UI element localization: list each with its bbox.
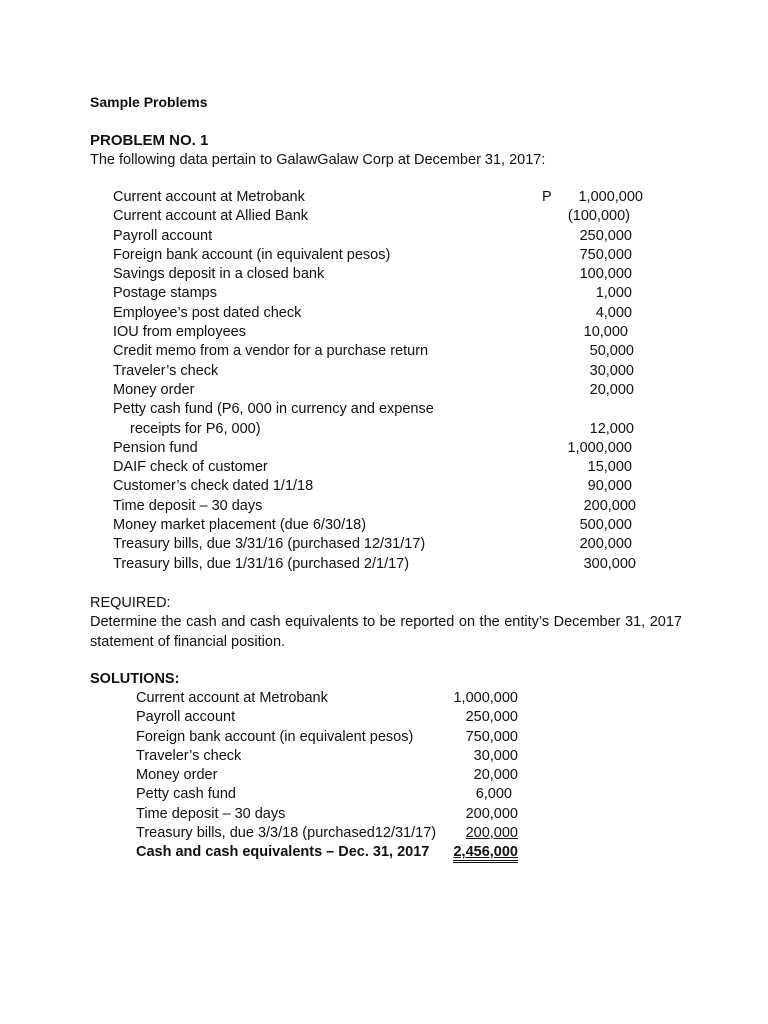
item-value: 10,000 xyxy=(583,324,628,341)
item-value: 15,000 xyxy=(587,459,632,476)
solutions-list xyxy=(136,689,520,863)
list-item xyxy=(113,497,643,516)
list-item xyxy=(113,458,643,477)
solution-label: Traveler’s check xyxy=(136,747,242,764)
item-label: Treasury bills, due 1/31/16 (purchased 2/1/17) xyxy=(113,555,410,572)
item-value: 250,000 xyxy=(579,227,632,244)
item-label: Money order xyxy=(113,381,195,398)
solution-label: Petty cash fund xyxy=(136,786,236,803)
solution-value: 200,000 xyxy=(465,825,518,842)
list-item xyxy=(136,766,520,785)
list-item xyxy=(113,304,643,323)
list-item xyxy=(136,747,520,766)
item-value: 1,000,000 xyxy=(578,189,643,205)
total-label: Cash and cash equivalents – Dec. 31, 2017 xyxy=(136,844,430,861)
list-item xyxy=(113,420,643,439)
item-label: Payroll account xyxy=(113,227,213,244)
list-item xyxy=(113,477,643,496)
item-label: Money market placement (due 6/30/18) xyxy=(113,517,367,534)
item-value: 90,000 xyxy=(587,478,632,495)
sample-problems-heading: Sample Problems xyxy=(90,94,208,110)
required-text: Determine the cash and cash equivalents to be reported on the entity’s December 31, 2017 statement of financial position. xyxy=(90,614,682,650)
item-label: Employee’s post dated check xyxy=(113,304,302,321)
item-label: Current account at Allied Bank xyxy=(113,208,309,225)
item-value: 300,000 xyxy=(583,555,636,572)
list-item xyxy=(136,728,520,747)
solution-label: Foreign bank account (in equivalent pesos) xyxy=(136,728,414,745)
solution-label: Time deposit – 30 days xyxy=(136,805,286,822)
item-label: receipts for P6, 000) xyxy=(130,420,261,437)
solution-label: Treasury bills, due 3/3/18 (purchased12/31/17) xyxy=(136,825,437,842)
item-label: Treasury bills, due 3/31/16 (purchased 12/31/17) xyxy=(113,536,426,553)
item-value: 12,000 xyxy=(589,420,634,437)
item-label: Foreign bank account (in equivalent pesos) xyxy=(113,246,391,263)
solution-value: 200,000 xyxy=(465,805,518,822)
item-label: DAIF check of customer xyxy=(113,459,268,476)
item-label: Time deposit – 30 days xyxy=(113,497,263,514)
item-value: 1,000,000 xyxy=(567,439,632,456)
solutions-title: SOLUTIONS: xyxy=(90,671,180,687)
list-item xyxy=(136,824,520,843)
solution-label: Money order xyxy=(136,767,218,784)
list-item xyxy=(113,323,643,342)
solution-label: Current account at Metrobank xyxy=(136,690,328,706)
item-label: Traveler’s check xyxy=(113,362,219,379)
item-value: 200,000 xyxy=(583,497,636,514)
list-item xyxy=(136,785,520,804)
item-label: Pension fund xyxy=(113,439,198,456)
item-label: Customer’s check dated 1/1/18 xyxy=(113,478,314,495)
item-label: Current account at Metrobank xyxy=(113,189,305,205)
currency-symbol: P xyxy=(542,189,552,205)
item-value: 200,000 xyxy=(579,536,632,553)
solution-value: 6,000 xyxy=(475,786,512,803)
solution-value: 750,000 xyxy=(465,728,518,745)
list-item xyxy=(113,188,643,207)
item-value: 750,000 xyxy=(579,246,632,263)
list-item xyxy=(113,265,643,284)
list-item xyxy=(136,805,520,824)
item-value: 20,000 xyxy=(589,381,634,398)
list-item xyxy=(113,227,643,246)
item-value: 500,000 xyxy=(579,517,632,534)
list-item xyxy=(113,207,643,226)
list-item xyxy=(113,439,643,458)
item-value: 4,000 xyxy=(595,304,632,321)
list-item xyxy=(113,284,643,303)
list-item xyxy=(113,516,643,535)
item-label: Postage stamps xyxy=(113,285,217,302)
item-value: 50,000 xyxy=(589,343,634,360)
item-value: (100,000) xyxy=(567,208,630,225)
total-row xyxy=(136,843,520,862)
solution-value: 30,000 xyxy=(473,747,518,764)
list-item xyxy=(113,246,643,265)
list-item xyxy=(113,381,643,400)
solution-label: Payroll account xyxy=(136,709,236,726)
problem-title: PROBLEM NO. 1 xyxy=(90,132,209,149)
item-value: 1,000 xyxy=(595,285,632,302)
list-item xyxy=(136,689,520,708)
item-label: Credit memo from a vendor for a purchase return xyxy=(113,343,429,360)
list-item xyxy=(113,342,643,361)
item-label: Savings deposit in a closed bank xyxy=(113,266,325,283)
item-value: 30,000 xyxy=(589,362,634,379)
total-value: 2,456,000 xyxy=(453,845,518,863)
item-value: 100,000 xyxy=(579,266,632,283)
list-item xyxy=(113,555,643,574)
list-item xyxy=(113,400,643,419)
solution-value: 250,000 xyxy=(465,709,518,726)
data-items-list xyxy=(113,188,643,574)
item-label: IOU from employees xyxy=(113,324,246,341)
list-item xyxy=(113,362,643,381)
list-item xyxy=(136,708,520,727)
required-title: REQUIRED: xyxy=(90,595,171,611)
problem-intro: The following data pertain to GalawGalaw Corp at December 31, 2017: xyxy=(90,152,546,168)
item-label: Petty cash fund (P6, 000 in currency and expense xyxy=(113,401,434,418)
solution-value: 20,000 xyxy=(473,767,518,784)
list-item xyxy=(113,535,643,554)
solution-value: 1,000,000 xyxy=(453,690,518,706)
